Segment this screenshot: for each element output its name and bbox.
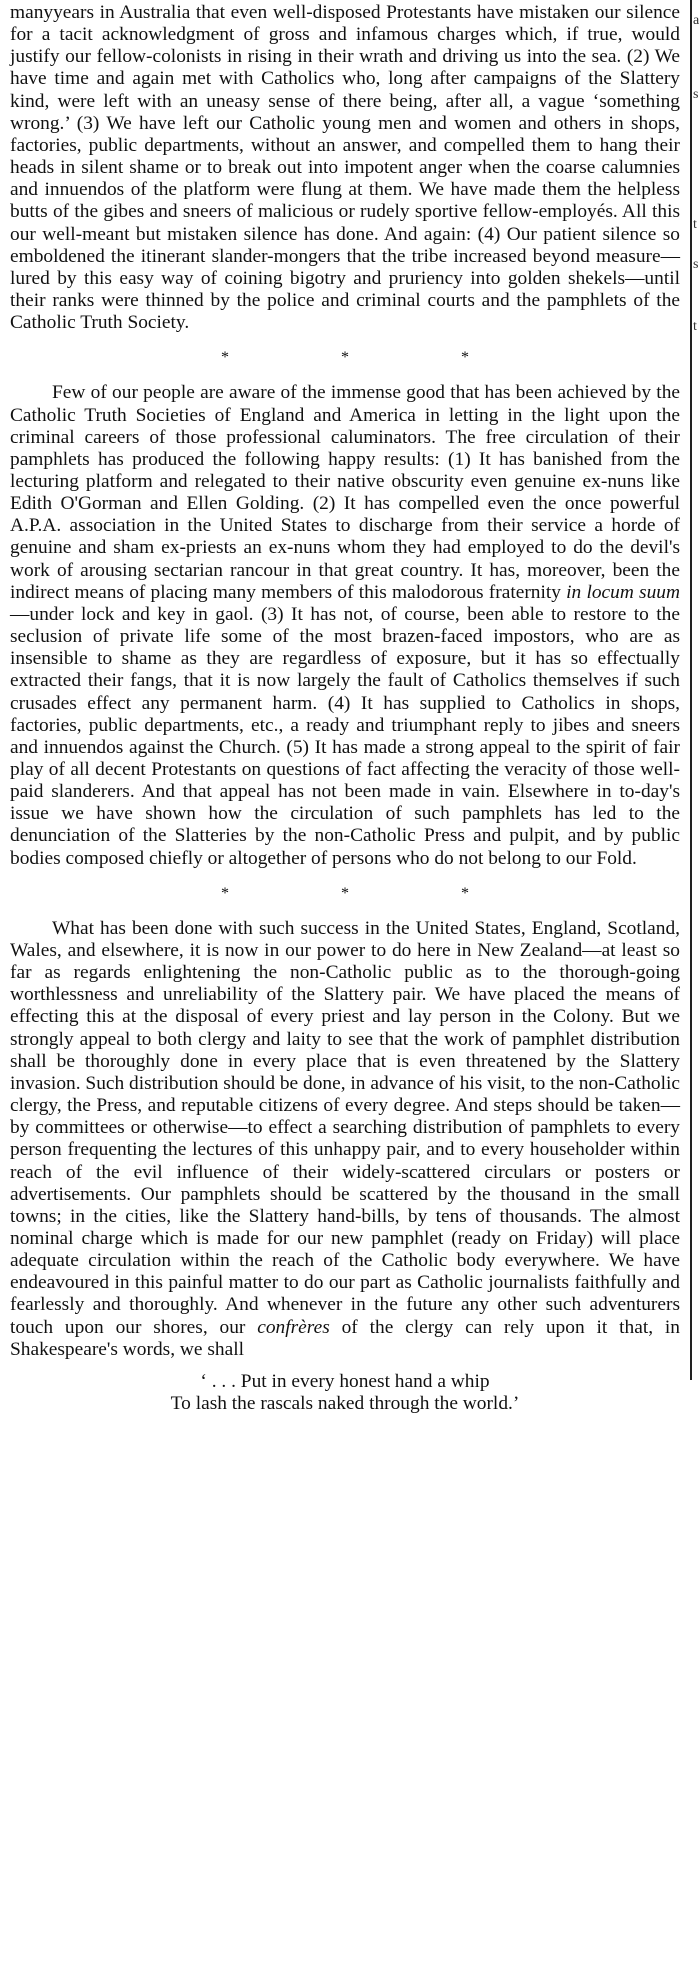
text-run: Few of our people are aware of the immense good that has been achieved by the Catholic Truth Societies of England and America in letting in the light upon the criminal careers of those professional caluminators. The free circulation of their pamphlets has produced the following happy results: (1) It has banished from the lecturing platform and relegated to their native obscurity even genuine ex-nuns like Edith O'Gorman and Ellen Golding. (2) It has compelled even the once powerful A.P.A. association in the United States to discharge from their service a horde of genuine and sham ex-priests an ex-nuns whom they had employed to do the devil's work of arousing sectarian rancour in that great country. It has, moreover, been the indirect means of placing many members of this malodorous fraternity [10, 382, 680, 603]
quote-line-2: To lash the rascals naked through the world.’ [170, 1392, 520, 1414]
text-run: —under lock and key in gaol. (3) It has not, of course, been able to restore to the seclusion of private life some of the most brazen-faced impostors, who are as insensible to shame as they are regardless of exposure, but it has so effectually extracted their fangs, that it is now largely the fault of Catholics themselves if such crusades effect any permanent harm. (4) It has supplied to Catholics in shops, factories, public departments, etc., a ready and triumphant reply to jibes and sneers and innuendos against the Church. (5) It has made a strong appeal to the spirit of fair play of all decent Protestants on questions of fact affecting the veracity of those well-paid slanderers. And that appeal has not been made in vain. Elsewhere in to-day's issue we have shown how the circulation of such pamphlets has led to the denunciation of the Slatteries by the non-Catholic Press and pulpit, and by public bodies composed chiefly or altogether of persons who do not belong to our Fold. [10, 603, 680, 869]
margin-fragment: t [693, 217, 697, 232]
paragraph-3 [10, 918, 680, 1361]
section-separator-1 [10, 350, 680, 366]
text-run: of the clergy can rely upon it that, in Shakespeare's words, we shall [10, 1316, 680, 1360]
separator-star: * [461, 884, 469, 902]
italic-phrase: in locum suum [566, 581, 680, 603]
separator-star: * [341, 349, 349, 367]
margin-fragment: a [693, 13, 700, 28]
margin-fragment: s [693, 87, 699, 102]
separator-star: * [341, 884, 349, 902]
text-run: manyyears in Australia that even well-disposed Protestants have mistaken our silence for a tacit acknowledgment of gross and infamous charges which, if true, would justify our fellow-colonists in rising in their wrath and driving us into the sea. (2) We have time and again met with Catholics who, long after campaigns of the Slattery kind, were left with an uneasy sense of there being, after all, a vague ‘something wrong.’ (3) We have left our Catholic young men and women and others in shops, factories, public departments, without an answer, and compelled them to hang their heads in silent shame or to break out into impotent anger when the coarse calumnies and innuendos of the platform were flung at them. We have made them the helpless butts of the gibes and sneers of malicious or rudely sportive fellow-employés. All this our well-meant but mistaken silence has done. And again: (4) Our patient silence so emboldened the itinerant slander-mongers that the tribe increased beyond measure—lured by this easy way of coining bigotry and pruriency into golden shekels—until their ranks were thinned by the police and criminal courts and the pamphlets of the Catholic Truth Society. [10, 2, 680, 334]
section-separator-2 [10, 886, 680, 902]
paragraph-2 [10, 382, 680, 869]
separator-star: * [221, 349, 229, 367]
margin-fragment: t [693, 319, 697, 334]
separator-star: * [461, 349, 469, 367]
italic-phrase: confrères [257, 1316, 330, 1338]
shakespeare-quote [10, 1371, 680, 1415]
column-rule [690, 0, 692, 1380]
paragraph-1 [10, 2, 680, 334]
article-column [10, 2, 680, 1415]
separator-star: * [221, 884, 229, 902]
text-run: What has been done with such success in the United States, England, Scotland, Wales, and elsewhere, it is now in our power to do here in New Zealand—at least so far as regards enlightening the non-Catholic public as to the thorough-going worthlessness and unreliability of the Slattery pair. We have placed the means of effecting this at the disposal of every priest and lay person in the Colony. But we strongly appeal to both clergy and laity to see that the work of pamphlet distribution shall be thoroughly done in every place that is even threatened by the Slattery invasion. Such distribution should be done, in advance of his visit, to the non-Catholic clergy, the Press, and reputable citizens of every degree. And steps should be taken—by committees or otherwise—to effect a searching distribution of pamphlets to every person frequenting the lectures of this unhappy pair, and to every householder within reach of the evil influence of their widely-scattered circulars or posters or advertisements. Our pamphlets should be scattered by the thousand in the small towns; in the cities, like the Slattery hand-bills, by tens of thousands. The almost nominal charge which is made for our new pamphlet (ready on Friday) will place adequate circulation within the reach of the Catholic body everywhere. We have endeavoured in this painful matter to do our part as Catholic journalists faithfully and fearlessly and thoroughly. And whenever in the future any other such adventurers touch upon our shores, our [10, 917, 680, 1338]
quote-line-1: ‘ . . . Put in every honest hand a whip [200, 1370, 490, 1392]
margin-fragment: s [693, 257, 699, 272]
